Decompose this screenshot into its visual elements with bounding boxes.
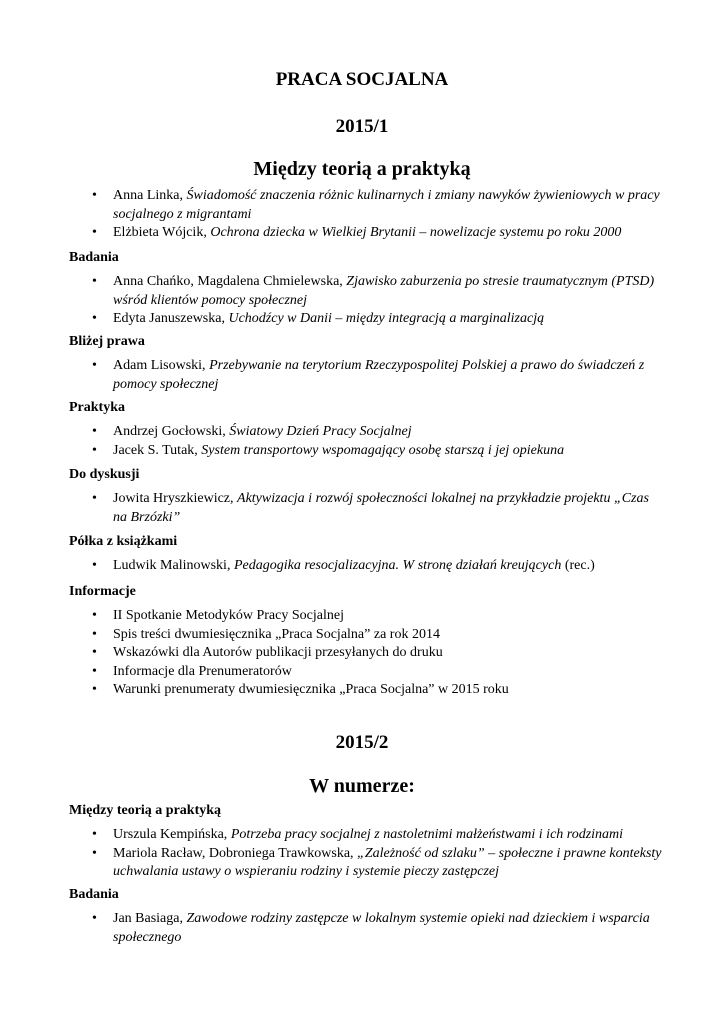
bullet-icon: • (92, 225, 97, 240)
article-list (0, 273, 724, 329)
list-item (0, 607, 724, 626)
article-author: Edyta Januszewska, (113, 311, 229, 326)
bullet-icon: • (92, 827, 97, 842)
list-item (0, 442, 724, 461)
list-item (0, 557, 724, 576)
list-item (0, 910, 724, 947)
section-heading: Do dyskusji (69, 467, 140, 482)
section-do-dyskusji (0, 466, 724, 527)
bullet-icon: • (92, 663, 97, 679)
bullet-icon: • (92, 626, 97, 642)
bullet-icon: • (92, 424, 97, 439)
list-item (0, 224, 724, 243)
section-badania (0, 249, 724, 329)
issue-1-label: 2015/1 (335, 116, 389, 137)
article-author: Adam Lisowski, (113, 358, 210, 373)
info-list (0, 607, 724, 700)
article-title: Świadomość znaczenia różnic kulinarnych i zmiany nawyków żywieniowych w pracy socjalnego z migrantami (113, 188, 660, 222)
section-heading: Między teorią a praktyką (69, 803, 222, 818)
article-title: Zawodowe rodziny zastępcze w lokalnym systemie opieki nad dzieckiem i wsparcia społecznego (113, 911, 650, 945)
article-title: Uchodźcy w Danii – między integracją a marginalizacją (228, 311, 545, 326)
bullet-icon: • (92, 845, 97, 861)
article-title: System transportowy wspomagający osobę starszą i jej opiekuna (201, 442, 565, 458)
section-heading: Badania (69, 250, 119, 265)
article-author: Jan Basiaga, (113, 911, 187, 926)
article-list (0, 490, 724, 527)
list-item (0, 357, 724, 394)
info-item-text: Spis treści dwumiesięcznika „Praca Socjalna” za rok 2014 (113, 626, 440, 642)
list-item (0, 626, 724, 645)
issue-1-first-section-title: Między teorią a praktyką (253, 158, 471, 180)
list-item (0, 423, 724, 442)
bullet-icon: • (92, 358, 97, 373)
bullet-icon: • (92, 645, 97, 660)
issue-1-first-section (0, 187, 724, 243)
bullet-icon: • (92, 911, 97, 926)
article-title: Światowy Dzień Pracy Socjalnej (229, 424, 412, 439)
section-informacje (0, 583, 724, 700)
article-author: Ludwik Malinowski, (113, 558, 234, 573)
journal-title: PRACA SOCJALNA (275, 69, 449, 90)
bullet-icon: • (92, 491, 97, 506)
bullet-icon: • (92, 274, 97, 289)
article-list (0, 423, 724, 460)
section-praktyka (0, 399, 724, 460)
article-title: Aktywizacja i rozwój społeczności lokalnej na przykładzie projektu „Czas na Brzózki” (113, 491, 649, 525)
info-item-text: II Spotkanie Metodyków Pracy Socjalnej (113, 608, 344, 623)
article-list (0, 826, 724, 882)
article-author: Jacek S. Tutak, (113, 442, 202, 458)
bullet-icon: • (92, 682, 97, 697)
article-title: „Zależność od szlaku” – społeczne i prawne konteksty uchwalania ustawy o wspieraniu rodziny i systemie pieczy zastępczej (113, 845, 662, 879)
issue-2-section-teoria (0, 802, 724, 882)
info-item-text: Informacje dla Prenumeratorów (113, 663, 292, 679)
article-title: Pedagogika resocjalizacyjna. W stronę działań kreujących (233, 558, 562, 573)
list-item (0, 845, 724, 882)
section-heading: Informacje (69, 584, 136, 599)
section-heading: Półka z książkami (69, 534, 178, 549)
list-item (0, 273, 724, 310)
issue-2-label: 2015/2 (335, 732, 389, 753)
article-title: Ochrona dziecka w Wielkiej Brytanii – nowelizacje systemu po roku 2000 (210, 225, 622, 240)
article-author: Anna Chańko, Magdalena Chmielewska, (113, 274, 347, 289)
bullet-icon: • (92, 608, 97, 623)
article-author: Anna Linka, (113, 188, 187, 203)
section-heading: Bliżej prawa (69, 334, 145, 349)
section-blizej-prawa (0, 333, 724, 394)
bullet-icon: • (92, 311, 97, 326)
article-author: Andrzej Gocłowski, (113, 424, 230, 439)
issue-2-section-badania (0, 886, 724, 947)
section-heading: Praktyka (69, 400, 125, 415)
section-heading: Badania (69, 887, 119, 902)
article-list (0, 910, 724, 947)
list-item (0, 826, 724, 845)
article-list (0, 357, 724, 394)
bullet-icon: • (92, 558, 97, 573)
article-author: Urszula Kempińska, (113, 827, 231, 842)
list-item (0, 310, 724, 329)
info-item-text: Warunki prenumeraty dwumiesięcznika „Praca Socjalna” w 2015 roku (113, 682, 509, 697)
article-suffix: (rec.) (561, 558, 595, 573)
article-author: Elżbieta Wójcik, (113, 225, 211, 240)
list-item (0, 187, 724, 224)
bullet-icon: • (92, 188, 97, 203)
article-author: Mariola Racław, Dobroniega Trawkowska, (113, 845, 358, 861)
list-item (0, 644, 724, 663)
article-title: Przebywanie na terytorium Rzeczypospolitej Polskiej a prawo do świadczeń z pomocy społecznej (113, 358, 645, 392)
article-list (0, 557, 724, 576)
issue-2-section-title: W numerze: (309, 775, 415, 797)
section-polka-z-ksiazkami (0, 533, 724, 576)
article-list (0, 187, 724, 243)
article-author: Jowita Hryszkiewicz, (113, 491, 238, 506)
info-item-text: Wskazówki dla Autorów publikacji przesyłanych do druku (113, 645, 443, 660)
article-title: Zjawisko zaburzenia po stresie traumatycznym (PTSD) wśród klientów pomocy społecznej (113, 274, 655, 308)
article-title: Potrzeba pracy socjalnej z nastoletnimi małżeństwami i ich rodzinami (230, 827, 624, 842)
list-item (0, 663, 724, 682)
list-item (0, 490, 724, 527)
list-item (0, 681, 724, 700)
bullet-icon: • (92, 442, 97, 458)
